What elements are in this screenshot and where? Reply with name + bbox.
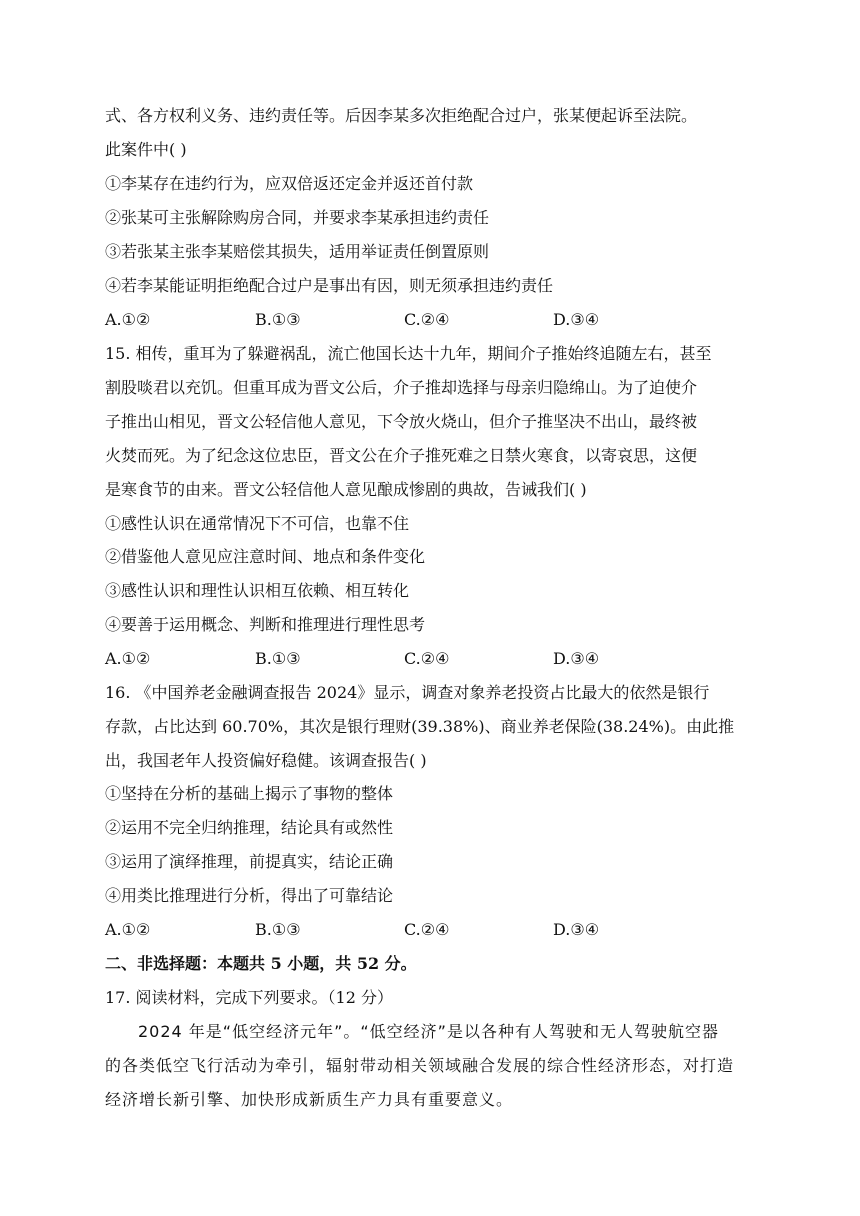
q16-line-3: 出，我国老年人投资偏好稳健。该调查报告( ) <box>105 751 427 770</box>
q14-option-d: D.③④ <box>553 310 600 329</box>
q16-statement-4: ④用类比推理进行分析，得出了可靠结论 <box>105 886 394 905</box>
q16-line-2: 存款，占比达到 60.70%，其次是银行理财(39.38%)、商业养老保险(38.24%)。由此推 <box>105 717 735 736</box>
q14-statement-3: ③若张某主张李某赔偿其损失，适用举证责任倒置原则 <box>105 242 490 261</box>
q14-option-b: B.①③ <box>255 310 301 329</box>
q15-line-5: 是寒食节的由来。晋文公轻信他人意见酿成惨剧的典故，告诫我们( ) <box>105 480 587 499</box>
q15-statement-2: ②借鉴他人意见应注意时间、地点和条件变化 <box>105 547 426 566</box>
q16-option-a: A.①② <box>105 920 151 939</box>
q14-statement-4: ④若李某能证明拒绝配合过户是事出有因，则无须承担违约责任 <box>105 276 554 295</box>
q16-statement-3: ③运用了演绎推理，前提真实，结论正确 <box>105 852 394 871</box>
q16-option-b: B.①③ <box>255 920 301 939</box>
q15-option-c: C.②④ <box>404 649 450 668</box>
q17-material-line-3: 经济增长新引擎、加快形成新质生产力具有重要意义。 <box>105 1090 514 1109</box>
q14-line-1: 式、各方权利义务、违约责任等。后因李某多次拒绝配合过户，张某便起诉至法院。 <box>105 106 698 125</box>
q16-option-c: C.②④ <box>404 920 450 939</box>
q14-line-2: 此案件中( ) <box>105 140 187 159</box>
q14-statement-1: ①李某存在违约行为，应双倍返还定金并返还首付款 <box>105 174 474 193</box>
q15-line-2: 割股啖君以充饥。但重耳成为晋文公后，介子推却选择与母亲归隐绵山。为了迫使介 <box>105 378 698 397</box>
q15-statement-4: ④要善于运用概念、判断和推理进行理性思考 <box>105 615 426 634</box>
q15-line-4: 火焚而死。为了纪念这位忠臣，晋文公在介子推死难之日禁火寒食，以寄哀思，这便 <box>105 446 698 465</box>
q17-material-line-1: 2024 年是“低空经济元年”。“低空经济”是以各种有人驾驶和无人驾驶航空器 <box>138 1022 719 1041</box>
section-heading: 二、非选择题：本题共 5 小题，共 52 分。 <box>105 954 417 973</box>
q15-option-b: B.①③ <box>255 649 301 668</box>
q16-statement-1: ①坚持在分析的基础上揭示了事物的整体 <box>105 784 394 803</box>
q15-line-1: 15. 相传，重耳为了躲避祸乱，流亡他国长达十九年，期间介子推始终追随左右，甚至 <box>105 344 712 363</box>
q17-material-line-2: 的各类低空飞行活动为牵引，辐射带动相关领域融合发展的综合性经济形态，对打造 <box>105 1056 735 1075</box>
q14-option-a: A.①② <box>105 310 151 329</box>
q14-statement-2: ②张某可主张解除购房合同，并要求李某承担违约责任 <box>105 208 490 227</box>
q16-statement-2: ②运用不完全归纳推理，结论具有或然性 <box>105 818 394 837</box>
q15-option-a: A.①② <box>105 649 151 668</box>
q16-option-d: D.③④ <box>553 920 600 939</box>
q15-option-d: D.③④ <box>553 649 600 668</box>
q16-line-1: 16. 《中国养老金融调查报告 2024》显示，调查对象养老投资占比最大的依然是银行 <box>105 683 710 702</box>
q15-statement-1: ①感性认识在通常情况下不可信，也靠不住 <box>105 514 410 533</box>
q15-line-3: 子推出山相见，晋文公轻信他人意见，下令放火烧山，但介子推坚决不出山，最终被 <box>105 412 698 431</box>
q15-statement-3: ③感性认识和理性认识相互依赖、相互转化 <box>105 581 410 600</box>
q14-option-c: C.②④ <box>404 310 450 329</box>
q17-title: 17. 阅读材料，完成下列要求。（12 分） <box>105 988 393 1007</box>
